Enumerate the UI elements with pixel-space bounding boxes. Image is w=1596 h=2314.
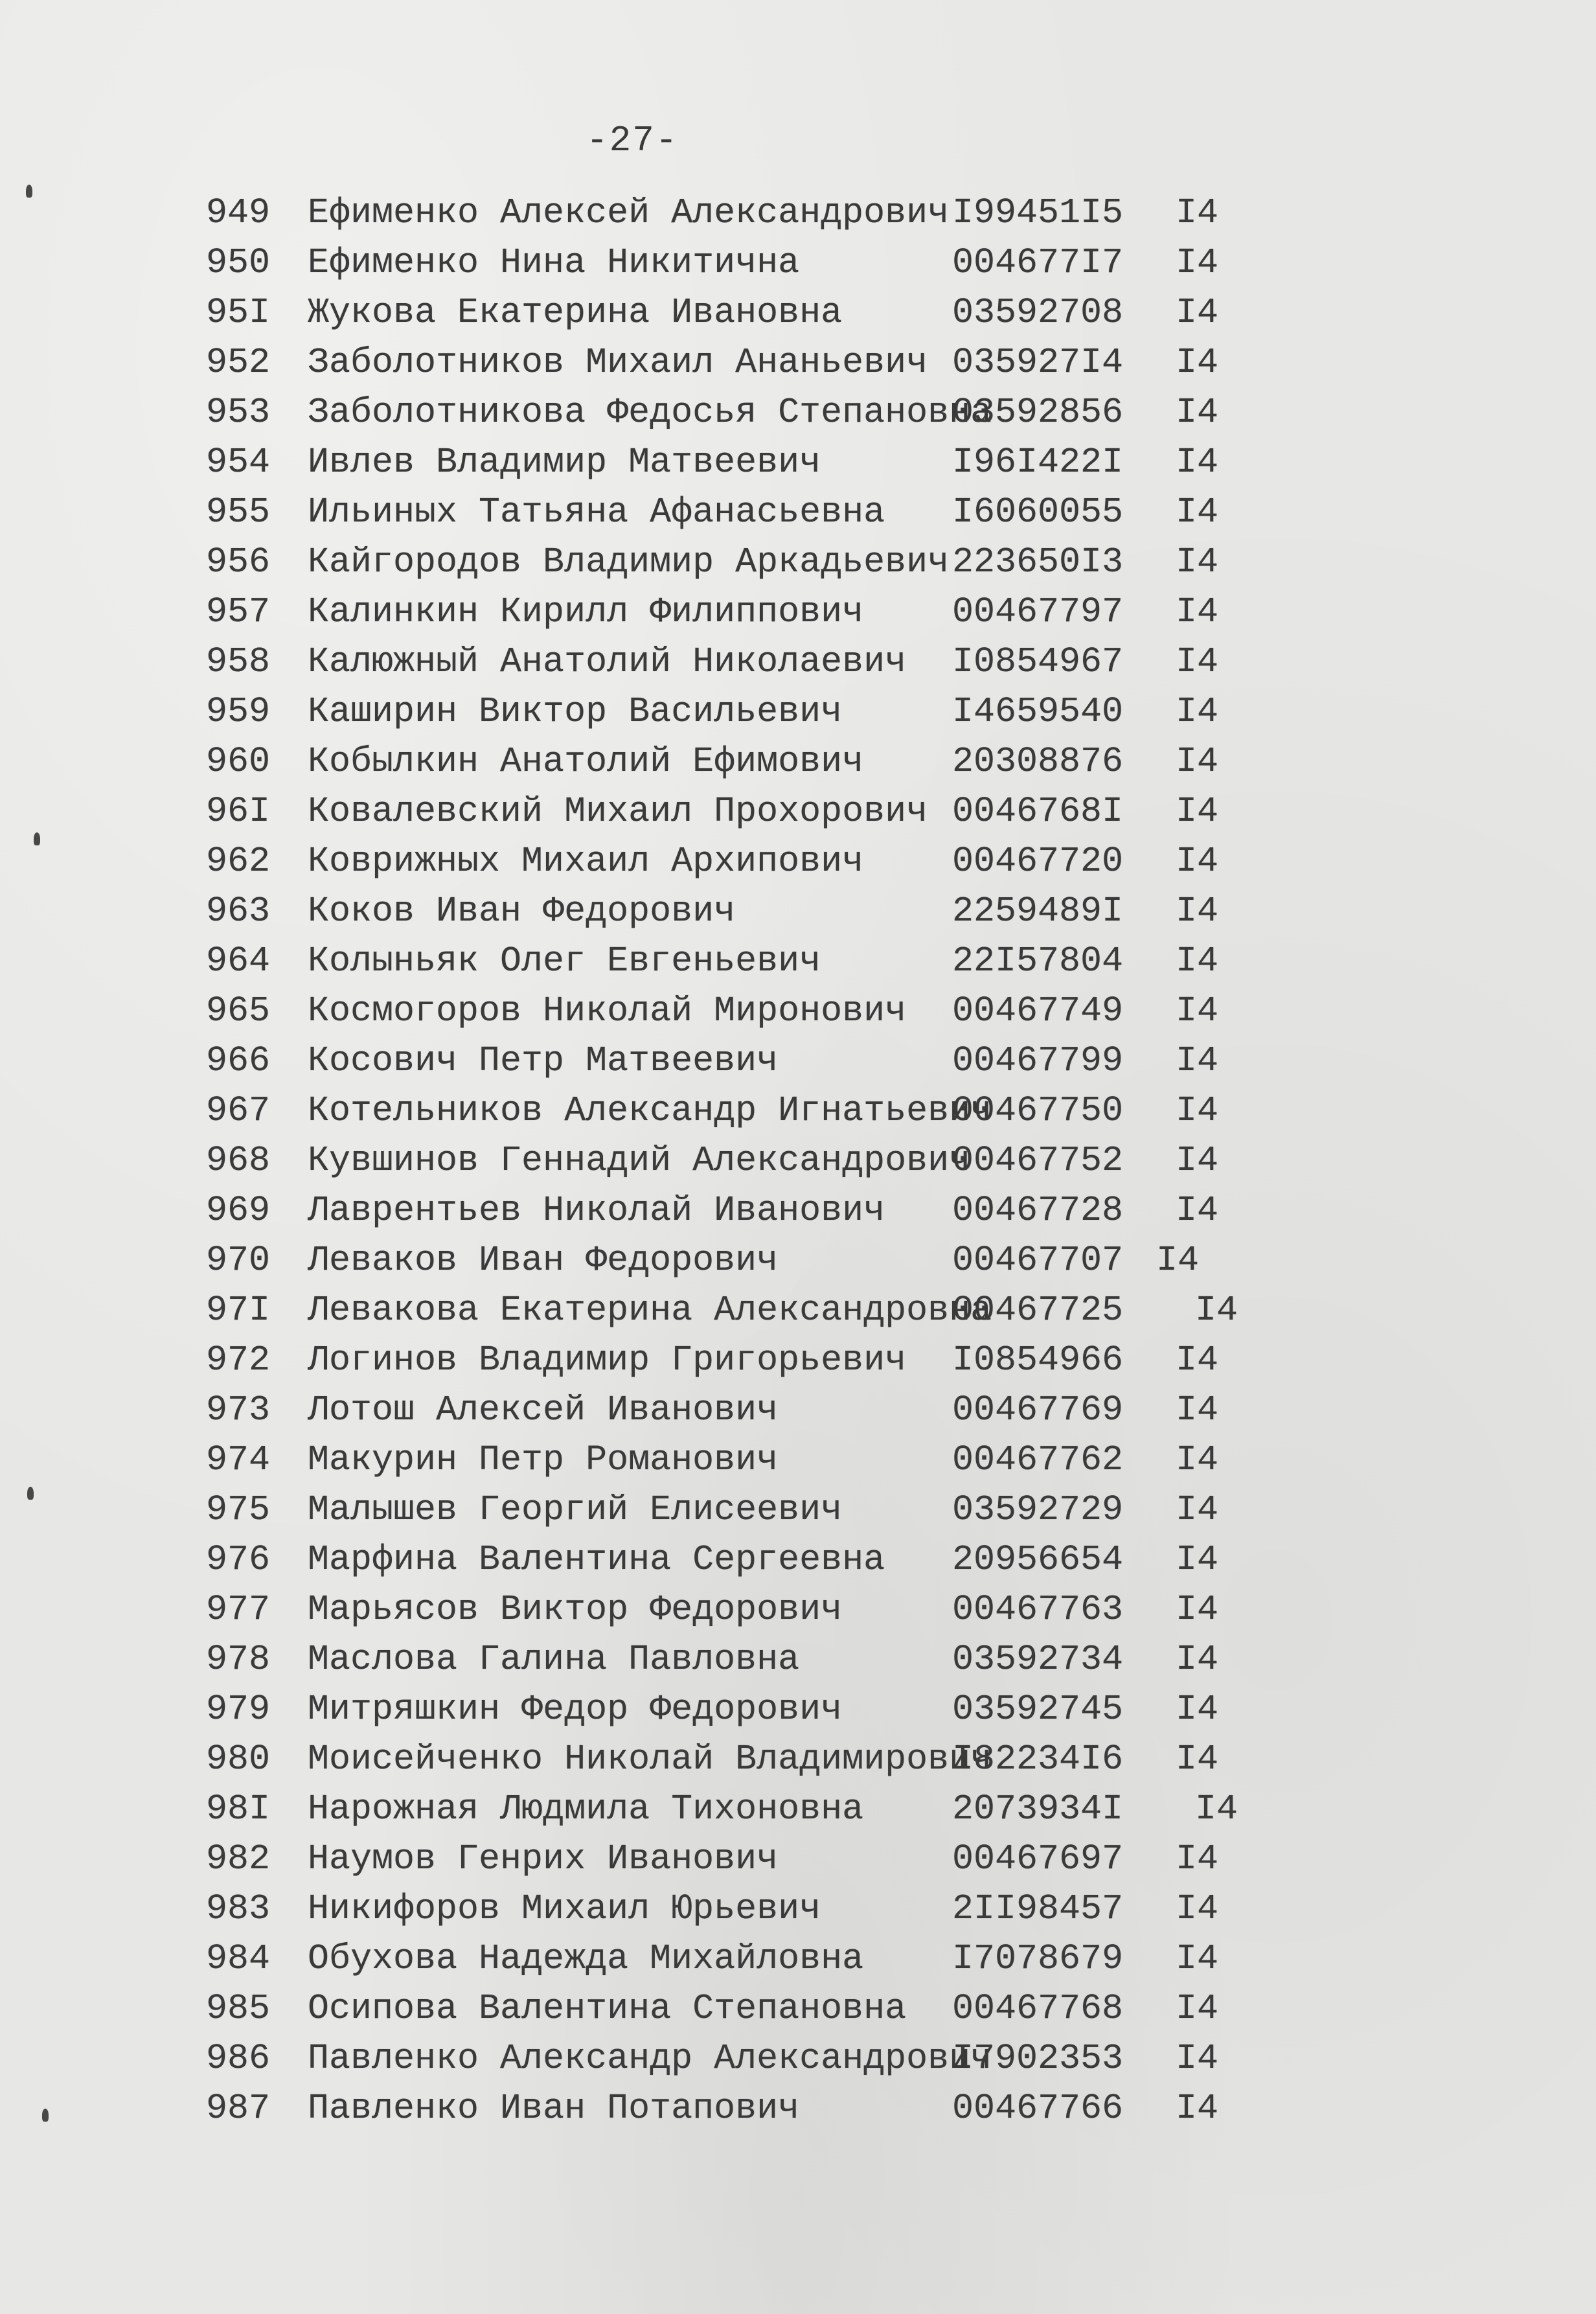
entry-code: I4 bbox=[1176, 1190, 1219, 1231]
register-entry bbox=[0, 238, 1596, 288]
entry-document-number: 00467728 bbox=[952, 1190, 1124, 1231]
entry-document-number: 03592856 bbox=[952, 392, 1124, 433]
page-number: -27- bbox=[586, 120, 679, 161]
entry-code: I4 bbox=[1176, 841, 1219, 882]
entry-document-number: 035927I4 bbox=[952, 342, 1124, 383]
entry-document-number: 00467769 bbox=[952, 1390, 1124, 1430]
entry-document-number: I7902353 bbox=[952, 2038, 1124, 2079]
entry-full-name: Митряшкин Федор Федорович bbox=[308, 1689, 843, 1730]
entry-number: 949 bbox=[206, 192, 271, 233]
entry-code: I4 bbox=[1176, 242, 1219, 283]
register-entry bbox=[0, 1984, 1596, 2033]
entry-number: 964 bbox=[206, 941, 271, 981]
entry-number: 96I bbox=[206, 791, 271, 832]
entry-full-name: Заболотникова Федосья Степановна bbox=[308, 392, 992, 433]
entry-document-number: 004677I7 bbox=[952, 242, 1124, 283]
entry-document-number: 03592729 bbox=[952, 1489, 1124, 1530]
register-entry bbox=[0, 587, 1596, 637]
register-entry bbox=[0, 188, 1596, 238]
entry-document-number: 00467749 bbox=[952, 991, 1124, 1031]
entry-code: I4 bbox=[1176, 1689, 1219, 1730]
entry-number: 95I bbox=[206, 292, 271, 333]
register-entry bbox=[0, 687, 1596, 737]
register-entry bbox=[0, 786, 1596, 836]
entry-document-number: 22I57804 bbox=[952, 941, 1124, 981]
entry-number: 954 bbox=[206, 442, 271, 483]
entry-code: I4 bbox=[1176, 1938, 1219, 1979]
entry-full-name: Наумов Генрих Иванович bbox=[308, 1839, 779, 1879]
entry-full-name: Кобылкин Анатолий Ефимович bbox=[308, 741, 864, 782]
entry-full-name: Логинов Владимир Григорьевич bbox=[308, 1340, 907, 1380]
entry-full-name: Лаврентьев Николай Иванович bbox=[308, 1190, 885, 1231]
entry-number: 956 bbox=[206, 542, 271, 582]
entry-number: 952 bbox=[206, 342, 271, 383]
register-entry bbox=[0, 836, 1596, 886]
entry-number: 955 bbox=[206, 492, 271, 533]
entry-full-name: Малышев Георгий Елисеевич bbox=[308, 1489, 843, 1530]
entry-document-number: I99451I5 bbox=[952, 192, 1124, 233]
entry-document-number: 00467799 bbox=[952, 1040, 1124, 1081]
entry-code: I4 bbox=[1176, 1090, 1219, 1131]
entry-document-number: 0046768I bbox=[952, 791, 1124, 832]
entry-number: 957 bbox=[206, 591, 271, 632]
entry-document-number: 2II98457 bbox=[952, 1888, 1124, 1929]
register-entry bbox=[0, 1435, 1596, 1485]
entry-code: I4 bbox=[1176, 641, 1219, 682]
entry-number: 963 bbox=[206, 891, 271, 932]
entry-full-name: Ефименко Алексей Александрович bbox=[308, 192, 950, 233]
entry-number: 980 bbox=[206, 1739, 271, 1780]
entry-document-number: 00467750 bbox=[952, 1090, 1124, 1131]
register-entry bbox=[0, 288, 1596, 338]
entry-full-name: Ильиных Татьяна Афанасьевна bbox=[308, 492, 885, 533]
entry-number: 974 bbox=[206, 1439, 271, 1480]
register-entry bbox=[0, 1385, 1596, 1435]
entry-code: I4 bbox=[1176, 741, 1219, 782]
register-entry bbox=[0, 2033, 1596, 2083]
entry-number: 982 bbox=[206, 1839, 271, 1879]
entry-number: 965 bbox=[206, 991, 271, 1031]
entry-code: I4 bbox=[1176, 342, 1219, 383]
entry-full-name: Котельников Александр Игнатьевич bbox=[308, 1090, 992, 1131]
entry-number: 962 bbox=[206, 841, 271, 882]
entry-number: 987 bbox=[206, 2088, 271, 2129]
entry-full-name: Ивлев Владимир Матвеевич bbox=[308, 442, 821, 483]
entry-document-number: 00467762 bbox=[952, 1439, 1124, 1480]
register-entry bbox=[0, 2083, 1596, 2133]
entry-code: I4 bbox=[1176, 292, 1219, 333]
entry-number: 959 bbox=[206, 691, 271, 732]
register-entry bbox=[0, 1784, 1596, 1834]
entry-full-name: Ефименко Нина Никитична bbox=[308, 242, 800, 283]
register-entry bbox=[0, 886, 1596, 936]
entry-document-number: I4659540 bbox=[952, 691, 1124, 732]
entry-code: I4 bbox=[1176, 392, 1219, 433]
register-entry bbox=[0, 1684, 1596, 1734]
entry-full-name: Коврижных Михаил Архипович bbox=[308, 841, 864, 882]
entry-full-name: Макурин Петр Романович bbox=[308, 1439, 779, 1480]
entry-document-number: 00467707 bbox=[952, 1240, 1124, 1281]
entry-code: I4 bbox=[1176, 492, 1219, 533]
register-entry bbox=[0, 737, 1596, 786]
entry-number: 986 bbox=[206, 2038, 271, 2079]
register-entry bbox=[0, 537, 1596, 587]
entry-code: I4 bbox=[1176, 1489, 1219, 1530]
entry-full-name: Заболотников Михаил Ананьевич bbox=[308, 342, 928, 383]
register-entry bbox=[0, 1086, 1596, 1136]
entry-full-name: Колыньяк Олег Евгеньевич bbox=[308, 941, 821, 981]
entry-document-number: I6060055 bbox=[952, 492, 1124, 533]
register-entry bbox=[0, 1285, 1596, 1335]
register-entry bbox=[0, 637, 1596, 687]
entry-document-number: 223650I3 bbox=[952, 542, 1124, 582]
entry-full-name: Леваков Иван Федорович bbox=[308, 1240, 779, 1281]
entry-document-number: 2259489I bbox=[952, 891, 1124, 932]
register-entry bbox=[0, 1734, 1596, 1784]
entry-document-number: I96I422I bbox=[952, 442, 1124, 483]
entry-number: 975 bbox=[206, 1489, 271, 1530]
entry-code: I4 bbox=[1176, 1888, 1219, 1929]
entry-code: I4 bbox=[1176, 2038, 1219, 2079]
entry-number: 953 bbox=[206, 392, 271, 433]
entry-document-number: I82234I6 bbox=[952, 1739, 1124, 1780]
entry-full-name: Павленко Иван Потапович bbox=[308, 2088, 800, 2129]
entry-document-number: 00467725 bbox=[952, 1290, 1124, 1331]
entry-full-name: Левакова Екатерина Александровна bbox=[308, 1290, 992, 1331]
entry-full-name: Обухова Надежда Михайловна bbox=[308, 1938, 864, 1979]
entry-full-name: Марьясов Виктор Федорович bbox=[308, 1589, 843, 1630]
entry-number: 985 bbox=[206, 1988, 271, 2029]
entry-full-name: Лотош Алексей Иванович bbox=[308, 1390, 779, 1430]
entry-full-name: Калюжный Анатолий Николаевич bbox=[308, 641, 907, 682]
entry-number: 98I bbox=[206, 1789, 271, 1829]
entry-code: I4 bbox=[1156, 1240, 1200, 1281]
entry-full-name: Космогоров Николай Миронович bbox=[308, 991, 907, 1031]
entry-full-name: Осипова Валентина Степановна bbox=[308, 1988, 907, 2029]
entry-number: 976 bbox=[206, 1539, 271, 1580]
register-entry bbox=[0, 1834, 1596, 1884]
register-list bbox=[0, 188, 1596, 2133]
register-entry bbox=[0, 1235, 1596, 1285]
entry-full-name: Коков Иван Федорович bbox=[308, 891, 736, 932]
entry-code: I4 bbox=[1195, 1789, 1238, 1829]
entry-code: I4 bbox=[1176, 1839, 1219, 1879]
register-entry bbox=[0, 1934, 1596, 1984]
entry-code: I4 bbox=[1176, 1988, 1219, 2029]
entry-document-number: 03592745 bbox=[952, 1689, 1124, 1730]
entry-full-name: Моисейченко Николай Владимирович bbox=[308, 1739, 992, 1780]
entry-document-number: I0854966 bbox=[952, 1340, 1124, 1380]
entry-full-name: Жукова Екатерина Ивановна bbox=[308, 292, 843, 333]
entry-document-number: 03592708 bbox=[952, 292, 1124, 333]
entry-document-number: 00467763 bbox=[952, 1589, 1124, 1630]
entry-number: 969 bbox=[206, 1190, 271, 1231]
entry-full-name: Калинкин Кирилл Филиппович bbox=[308, 591, 864, 632]
entry-document-number: 2073934I bbox=[952, 1789, 1124, 1829]
register-entry bbox=[0, 1634, 1596, 1684]
entry-number: 972 bbox=[206, 1340, 271, 1380]
entry-full-name: Кайгородов Владимир Аркадьевич bbox=[308, 542, 950, 582]
entry-code: I4 bbox=[1195, 1290, 1238, 1331]
entry-document-number: 00467768 bbox=[952, 1988, 1124, 2029]
entry-code: I4 bbox=[1176, 1340, 1219, 1380]
register-entry bbox=[0, 1884, 1596, 1934]
entry-full-name: Косович Петр Матвеевич bbox=[308, 1040, 779, 1081]
entry-document-number: 00467752 bbox=[952, 1140, 1124, 1181]
entry-code: I4 bbox=[1176, 442, 1219, 483]
register-entry bbox=[0, 936, 1596, 986]
entry-document-number: 00467797 bbox=[952, 591, 1124, 632]
entry-code: I4 bbox=[1176, 891, 1219, 932]
entry-document-number: 00467766 bbox=[952, 2088, 1124, 2129]
entry-document-number: I0854967 bbox=[952, 641, 1124, 682]
entry-number: 973 bbox=[206, 1390, 271, 1430]
entry-document-number: 20308876 bbox=[952, 741, 1124, 782]
entry-full-name: Кувшинов Геннадий Александрович bbox=[308, 1140, 971, 1181]
entry-code: I4 bbox=[1176, 1140, 1219, 1181]
register-entry bbox=[0, 1335, 1596, 1385]
entry-number: 97I bbox=[206, 1290, 271, 1331]
entry-code: I4 bbox=[1176, 1390, 1219, 1430]
entry-code: I4 bbox=[1176, 1739, 1219, 1780]
entry-code: I4 bbox=[1176, 542, 1219, 582]
entry-code: I4 bbox=[1176, 1639, 1219, 1680]
entry-number: 960 bbox=[206, 741, 271, 782]
entry-code: I4 bbox=[1176, 1439, 1219, 1480]
entry-number: 983 bbox=[206, 1888, 271, 1929]
entry-number: 958 bbox=[206, 641, 271, 682]
register-entry bbox=[0, 1535, 1596, 1585]
entry-number: 978 bbox=[206, 1639, 271, 1680]
entry-code: I4 bbox=[1176, 591, 1219, 632]
entry-code: I4 bbox=[1176, 2088, 1219, 2129]
entry-number: 967 bbox=[206, 1090, 271, 1131]
entry-code: I4 bbox=[1176, 941, 1219, 981]
register-entry bbox=[0, 387, 1596, 437]
entry-full-name: Марфина Валентина Сергеевна bbox=[308, 1539, 885, 1580]
entry-full-name: Каширин Виктор Васильевич bbox=[308, 691, 843, 732]
entry-code: I4 bbox=[1176, 192, 1219, 233]
entry-number: 984 bbox=[206, 1938, 271, 1979]
entry-number: 977 bbox=[206, 1589, 271, 1630]
register-entry bbox=[0, 1036, 1596, 1086]
entry-code: I4 bbox=[1176, 1589, 1219, 1630]
register-entry bbox=[0, 338, 1596, 387]
register-entry bbox=[0, 437, 1596, 487]
entry-full-name: Павленко Александр Александрович bbox=[308, 2038, 992, 2079]
entry-full-name: Маслова Галина Павловна bbox=[308, 1639, 800, 1680]
entry-number: 979 bbox=[206, 1689, 271, 1730]
entry-document-number: 20956654 bbox=[952, 1539, 1124, 1580]
register-entry bbox=[0, 1186, 1596, 1235]
entry-number: 950 bbox=[206, 242, 271, 283]
entry-full-name: Никифоров Михаил Юрьевич bbox=[308, 1888, 821, 1929]
entry-code: I4 bbox=[1176, 791, 1219, 832]
entry-document-number: I7078679 bbox=[952, 1938, 1124, 1979]
register-entry bbox=[0, 1485, 1596, 1535]
entry-document-number: 00467697 bbox=[952, 1839, 1124, 1879]
entry-document-number: 00467720 bbox=[952, 841, 1124, 882]
entry-code: I4 bbox=[1176, 1539, 1219, 1580]
entry-number: 966 bbox=[206, 1040, 271, 1081]
entry-number: 968 bbox=[206, 1140, 271, 1181]
register-entry bbox=[0, 1136, 1596, 1186]
entry-document-number: 03592734 bbox=[952, 1639, 1124, 1680]
register-entry bbox=[0, 487, 1596, 537]
register-entry bbox=[0, 1585, 1596, 1634]
register-entry bbox=[0, 986, 1596, 1036]
entry-full-name: Ковалевский Михаил Прохорович bbox=[308, 791, 928, 832]
entry-code: I4 bbox=[1176, 1040, 1219, 1081]
entry-code: I4 bbox=[1176, 991, 1219, 1031]
entry-code: I4 bbox=[1176, 691, 1219, 732]
entry-full-name: Нарожная Людмила Тихоновна bbox=[308, 1789, 864, 1829]
entry-number: 970 bbox=[206, 1240, 271, 1281]
